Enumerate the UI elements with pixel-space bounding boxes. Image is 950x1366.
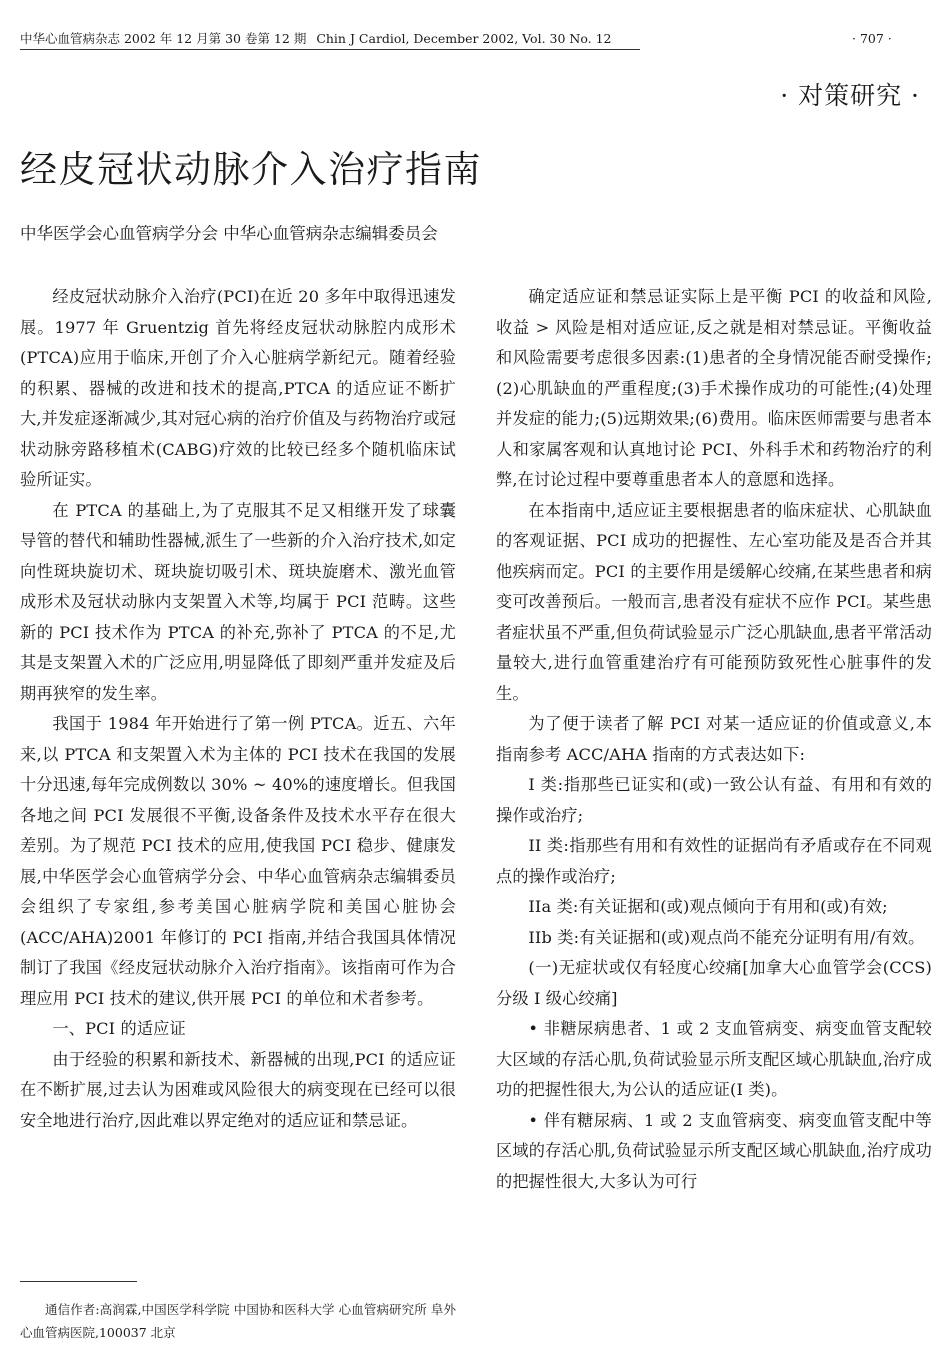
bullet-item: • 伴有糖尿病、1 或 2 支血管病变、病变血管支配中等区域的存活心肌,负荷试验显示所支配区域心肌缺血,治疗成功的把握性很大,大多认为可行 <box>496 1110 932 1191</box>
corresponding-author-note: 通信作者:高润霖,中国医学科学院 中国协和医科大学 心血管病研究所 阜外心血管病医院,100037 北京 <box>20 1302 456 1340</box>
class-definition: II 类:指那些有用和有效性的证据尚有矛盾或存在不同观点的操作或治疗; <box>496 836 932 886</box>
footnote <box>20 1298 456 1344</box>
journal-citation-en: Chin J Cardiol, December 2002, Vol. 30 No. 12 <box>316 31 612 46</box>
article-title: 经皮冠状动脉介入治疗指南 <box>20 148 482 191</box>
class-definition: I 类:指那些已证实和(或)一致公认有益、有用和有效的操作或治疗; <box>496 775 932 825</box>
class-definition: IIb 类:有关证据和(或)观点尚不能充分证明有用/有效。 <box>528 927 925 947</box>
section-label: · 对策研究 · <box>780 81 920 110</box>
class-definition: IIa 类:有关证据和(或)观点倾向于有用和(或)有效; <box>528 897 888 916</box>
paragraph: 在本指南中,适应证主要根据患者的临床症状、心肌缺血的客观证据、PCI 成功的把握性、左心室功能及是否合并其他疾病而定。PCI 的主要作用是缓解心绞痛,在某些患者和病变可改善预后。一般而言,患者没有症状不应作 PCI。某些患者症状虽不严重,但负荷试验显示广泛心肌缺血,患者平常活动量较大,进行血管重建治疗有可能预防致死性心脏事件的发生。 <box>496 500 932 703</box>
section-heading: 一、PCI 的适应证 <box>52 1019 186 1038</box>
paragraph: 在 PTCA 的基础上,为了克服其不足又相继开发了球囊导管的替代和辅助性器械,派生了一些新的介入治疗技术,如定向性斑块旋切术、斑块旋切吸引术、斑块旋磨术、激光血管成形术及冠状动脉内支架置入术等,均属于 PCI 范畴。这些新的 PCI 技术作为 PTCA 的补充,弥补了 PTCA 的不足,尤其是支架置入术的广泛应用,明显降低了即刻严重并发症及后期再狭窄的发生率。 <box>20 500 456 703</box>
left-column <box>20 282 456 1136</box>
article-authors: 中华医学会心血管病学分会 中华心血管病杂志编辑委员会 <box>20 224 438 243</box>
paragraph: 为了便于读者了解 PCI 对某一适应证的价值或意义,本指南参考 ACC/AHA 指南的方式表达如下: <box>496 714 932 764</box>
paragraph: 确定适应证和禁忌证实际上是平衡 PCI 的收益和风险,收益 > 风险是相对适应证,反之就是相对禁忌证。平衡收益和风险需要考虑很多因素:(1)患者的全身情况能否耐受操作;(2)心肌缺血的严重程度;(3)手术操作成功的可能性;(4)处理并发症的能力;(5)远期效果;(6)费用。临床医师需要与患者本人和家属客观和认真地讨论 PCI、外科手术和药物治疗的利弊,在讨论过程中要尊重患者本人的意愿和选择。 <box>496 287 932 489</box>
paragraph: 经皮冠状动脉介入治疗(PCI)在近 20 多年中取得迅速发展。1977 年 Gruentzig 首先将经皮冠状动脉腔内成形术(PTCA)应用于临床,开创了介入心脏病学新纪元。随着经验的积累、器械的改进和技术的提高,PTCA 的适应证不断扩大,并发症逐渐减少,其对冠心病的治疗价值及与药物治疗或冠状动脉旁路移植术(CABG)疗效的比较已经多个随机临床试验所证实。 <box>20 287 456 489</box>
page-number: · 707 · <box>852 31 892 46</box>
footnote-divider <box>20 1281 137 1282</box>
journal-citation-cn: 中华心血管病杂志 2002 年 12 月第 30 卷第 12 期 <box>20 31 307 46</box>
running-header <box>20 30 640 50</box>
paragraph: 由于经验的积累和新技术、新器械的出现,PCI 的适应证在不断扩展,过去认为困难或风险很大的病变现在已经可以很安全地进行治疗,因此难以界定绝对的适应证和禁忌证。 <box>20 1049 456 1130</box>
paragraph: 我国于 1984 年开始进行了第一例 PTCA。近五、六年来,以 PTCA 和支架置入术为主体的 PCI 技术在我国的发展十分迅速,每年完成例数以 30% ~ 40%的速度增长。但我国各地之间 PCI 发展很不平衡,设备条件及技术水平存在很大差别。为了规范 PCI 技术的应用,使我国 PCI 稳步、健康发展,中华医学会心血管病学分会、中华心血管病杂志编辑委员会组织了专家组,参考美国心脏病学院和美国心脏协会(ACC/AHA)2001 年修订的 PCI 指南,并结合我国具体情况制订了我国《经皮冠状动脉介入治疗指南》。该指南可作为合理应用 PCI 技术的建议,供开展 PCI 的单位和术者参考。 <box>20 714 456 1008</box>
subsection-heading: (一)无症状或仅有轻度心绞痛[加拿大心血管学会(CCS)分级 Ⅰ 级心绞痛] <box>496 958 932 1008</box>
bullet-item: • 非糖尿病患者、1 或 2 支血管病变、病变血管支配较大区域的存活心肌,负荷试验显示所支配区域心肌缺血,治疗成功的把握性很大,为公认的适应证(Ⅰ 类)。 <box>496 1019 932 1099</box>
right-column <box>496 282 932 1197</box>
